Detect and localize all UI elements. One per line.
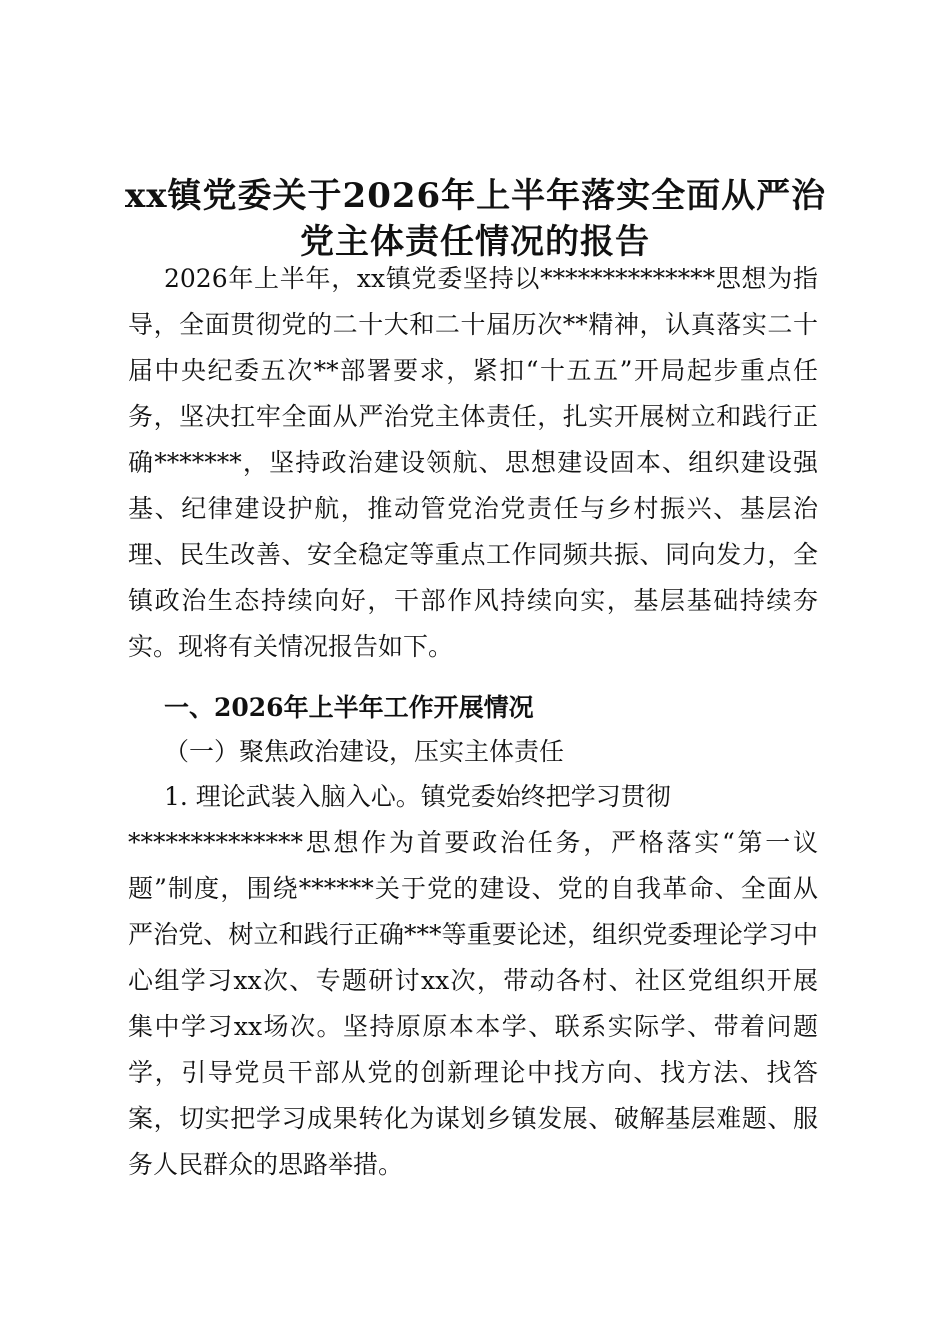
item-line: 案，切实把学习成果转化为谋划乡镇发展、破解基层难题、服 [128,1104,818,1133]
item-line: **************思想作为首要政治任务，严格落实“第一议 [128,828,818,857]
item-line: 学，引导党员干部从党的创新理论中找方向、找方法、找答 [128,1058,818,1087]
item-line: 严治党、树立和践行正确***等重要论述，组织党委理论学习中 [128,920,818,949]
intro-line: 镇政治生态持续向好，干部作风持续向实，基层基础持续夯 [128,586,818,615]
document-title-line-2: 党主体责任情况的报告 [300,222,650,262]
item-line: 题”制度，围绕******关于党的建设、党的自我革命、全面从 [128,874,818,903]
item-line: 集中学习xx场次。坚持原原本本学、联系实际学、带着问题 [128,1012,818,1041]
item-line: 心组学习xx次、专题研讨xx次，带动各村、社区党组织开展 [128,966,818,995]
intro-line: 基、纪律建设护航，推动管党治党责任与乡村振兴、基层治 [128,494,818,523]
intro-line: 2026年上半年，xx镇党委坚持以**************思想为指 [164,264,818,293]
subsection-heading: （一）聚焦政治建设，压实主体责任 [164,737,565,766]
item-line: 务人民群众的思路举措。 [128,1150,404,1179]
intro-line: 务，坚决扛牢全面从严治党主体责任，扎实开展树立和践行正 [128,402,818,431]
intro-line: 导，全面贯彻党的二十大和二十届历次**精神，认真落实二十 [128,310,818,339]
intro-line: 确*******，坚持政治建设领航、思想建设固本、组织建设强 [128,448,818,477]
item-line: 1. 理论武装入脑入心。镇党委始终把学习贯彻 [164,782,671,811]
intro-line: 理、民生改善、安全稳定等重点工作同频共振、同向发力，全 [128,540,818,569]
intro-line: 届中央纪委五次**部署要求，紧扣“十五五”开局起步重点任 [128,356,818,385]
intro-line: 实。现将有关情况报告如下。 [128,632,454,661]
section-heading: 一、2026年上半年工作开展情况 [164,693,534,722]
document-title-line-1: xx镇党委关于2026年上半年落实全面从严治 [125,176,827,216]
